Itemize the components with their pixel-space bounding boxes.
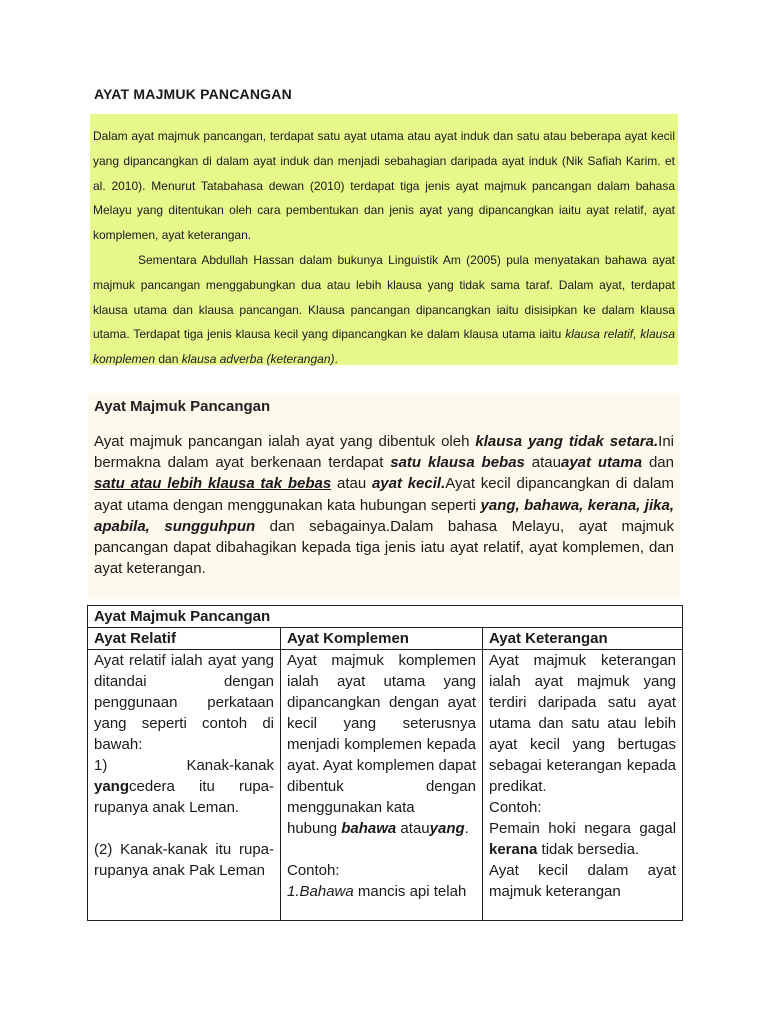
def-bold-3: ayat utama — [560, 454, 643, 472]
definition-heading: Ayat Majmuk Pancangan — [94, 398, 271, 415]
komplemen-example-1 — [287, 881, 476, 902]
column-header-komplemen: Ayat Komplemen — [281, 628, 483, 650]
def-text-1: Ayat majmuk pancangan ialah ayat yang dibentuk oleh — [94, 433, 476, 450]
def-bold-2: satu klausa bebas — [390, 454, 525, 472]
keterangan-example-text: Pemain hoki negara gagal — [489, 820, 677, 837]
spacer — [287, 839, 476, 860]
relatif-example-1-text: 1) Kanak-kanak — [94, 757, 274, 774]
komplemen-bold-yang: yang — [429, 820, 465, 837]
column-header-keterangan: Ayat Keterangan — [483, 628, 683, 650]
komplemen-contoh-label: Contoh: — [287, 862, 340, 879]
definition-box — [88, 393, 680, 599]
komplemen-text-a: hubung — [287, 820, 342, 837]
table-main-header: Ayat Majmuk Pancangan — [88, 606, 683, 628]
cell-relatif — [88, 650, 281, 921]
komplemen-example-rest: mancis api telah — [353, 883, 467, 900]
komplemen-definition-2 — [287, 818, 476, 839]
keterangan-contoh-label: Contoh: — [489, 799, 542, 816]
def-text-7: dan sebagainya.Dalam bahasa Melayu, ayat majmuk pancangan dapat dibahagikan kepada tiga jenis iatu ayat relatif, ayat komplemen, dan ayat keterangan. — [94, 517, 674, 578]
page-title: AYAT MAJMUK PANCANGAN — [94, 86, 292, 102]
intro-text-end: . — [334, 352, 338, 367]
relatif-example-1-bold: yang — [94, 778, 130, 795]
intro-italic-term-1: klausa relatif, klausa komplemen — [93, 327, 675, 367]
cell-komplemen — [281, 650, 483, 921]
komplemen-example-italic: Bahawa — [299, 883, 354, 900]
def-text-2: Ini bermakna dalam ayat berkenaan terdapat — [94, 433, 674, 472]
intro-paragraph-2 — [93, 248, 675, 372]
keterangan-paragraph-2: Ayat kecil dalam ayat majmuk keterangan — [489, 862, 677, 900]
intro-paragraph-2-text: Sementara Abdullah Hassan dalam bukunya Linguistik Am (2005) pula menyatakan bahawa ayat majmuk pancangan menggabungkan dua atau lebih klausa yang tidak sama taraf. Dalam ayat, terdapat klausa utama dan klausa pancangan. Klausa pancangan dipancangkan iaitu disisipkan ke dalam klausa utama. Terdapat tiga jenis klausa kecil yang dipancangkan ke dalam klausa utama iaitu — [93, 252, 675, 342]
komplemen-text-e: . — [464, 820, 469, 837]
definition-paragraph — [94, 431, 674, 579]
intro-paragraph-1: Dalam ayat majmuk pancangan, terdapat satu ayat utama atau ayat induk dan satu atau beberapa ayat kecil yang dipancangkan di dalam ayat induk dan menjadi sebahagian daripada ayat induk (Nik Safiah Karim. et al. 2010). Menurut Tatabahasa dewan (2010) terdapat tiga jenis ayat majmuk pancangan dalam bahasa Melayu yang ditentukan oleh cara pembentukan dan jenis ayat yang dipancangkan iaitu ayat relatif, ayat komplemen, ayat keterangan. — [93, 129, 675, 243]
intro-text-and: dan — [155, 352, 182, 367]
def-bold-1: klausa yang tidak setara. — [475, 433, 659, 450]
komplemen-bold-bahawa: bahawa — [341, 820, 397, 837]
types-table — [87, 605, 683, 921]
intro-highlight-box — [90, 114, 678, 365]
keterangan-definition: Ayat majmuk keterangan ialah ayat majmuk yang terdiri daripada satu ayat utama dan satu atau lebih ayat kecil yang bertugas sebagai keterangan kepada predikat. — [489, 652, 677, 795]
relatif-example-1 — [94, 755, 274, 818]
relatif-definition: Ayat relatif ialah ayat yang ditandai dengan penggunaan perkataan yang seperti contoh di bawah: — [94, 652, 274, 753]
def-bold-6: yang, bahawa, kerana, jika, apabila, sungguhpun — [94, 496, 674, 535]
komplemen-definition: Ayat majmuk komplemen ialah ayat utama yang dipancangkan dengan ayat kecil yang seterusnya menjadi komplemen kepada ayat. Ayat komplemen dapat dibentuk dengan menggunakan kata — [287, 652, 477, 816]
keterangan-example-rest: tidak bersedia. — [537, 841, 640, 858]
spacer — [94, 818, 274, 839]
column-header-relatif: Ayat Relatif — [88, 628, 281, 650]
komplemen-text-c: atau — [396, 820, 430, 837]
relatif-example-2: (2) Kanak-kanak itu rupa-rupanya anak Pak Leman — [94, 841, 274, 879]
def-bold-5: ayat kecil. — [371, 475, 446, 493]
keterangan-example-1 — [489, 818, 676, 860]
def-text-6: Ayat kecil dipancangkan di dalam ayat utama dengan menggunakan kata hubungan seperti — [94, 475, 674, 514]
def-text-3: atau — [524, 454, 561, 472]
def-text-5: atau — [331, 475, 372, 493]
def-bold-4: satu atau lebih klausa tak bebas — [94, 475, 332, 493]
def-text-4: dan — [642, 454, 674, 472]
keterangan-example-bold: kerana — [489, 841, 538, 858]
cell-keterangan — [483, 650, 683, 921]
relatif-example-1-rest: cedera itu rupa-rupanya anak Leman. — [94, 778, 274, 816]
komplemen-example-number: 1. — [287, 883, 300, 900]
intro-italic-term-2: klausa adverba (keterangan) — [181, 352, 335, 367]
